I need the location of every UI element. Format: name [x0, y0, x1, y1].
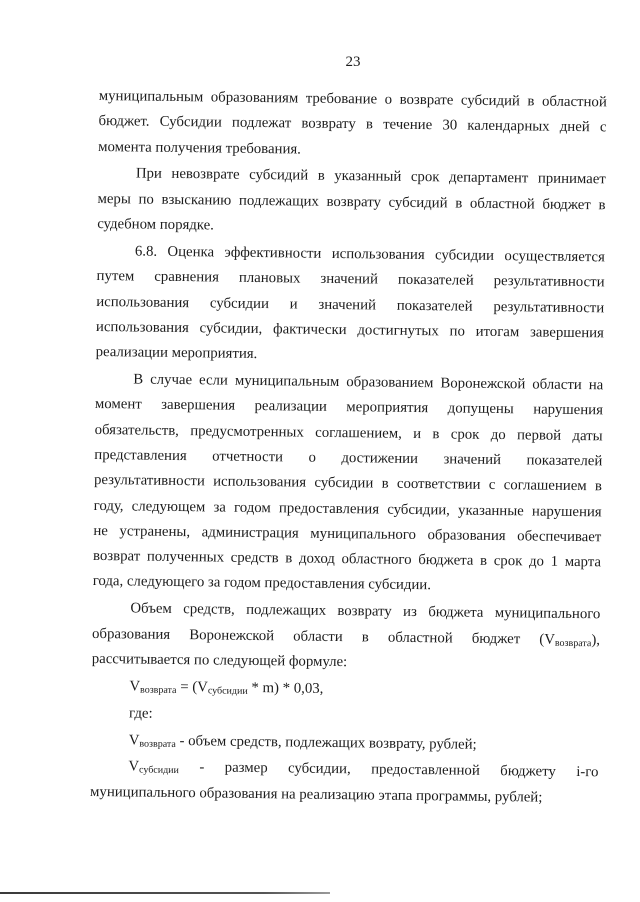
definition-2: [90, 754, 599, 811]
definition-symbol: V: [128, 732, 140, 749]
paragraph-4-line: представления отчетности о достижении значений показателей: [94, 446, 603, 470]
definition-text: - размер субсидии, предоставленной бюджету i-го: [178, 759, 599, 781]
definition-subscript: субсидии: [138, 765, 179, 777]
paragraph-3-line: использования субсидии и значений показателей результативности: [96, 293, 605, 316]
formula-rhs-subscript: субсидии: [207, 685, 248, 697]
definition-text: - объем средств, подлежащих возврату, рублей;: [175, 732, 477, 753]
paragraph-5-line: рассчитывается по следующей формуле:: [91, 650, 348, 671]
paragraph-4-line: момент завершения реализации мероприятия допущены нарушения: [94, 396, 604, 419]
paragraph-1-line: момента получения требования.: [98, 138, 302, 158]
paragraph-5: [92, 596, 601, 678]
paragraph-2-line: меры по взысканию подлежащих возврату субсидий в областной бюджет в: [97, 190, 606, 214]
where-label: где:: [128, 705, 153, 722]
paragraph-4-line: В случае если муниципальным образованием Воронежской области на: [133, 371, 604, 394]
page-body: [90, 84, 607, 811]
paragraph-4-line: году, следующем за годом предоставления субсидии, указанные нарушения: [93, 497, 602, 520]
paragraph-4-line: не устранены, администрация муниципального образования обеспечивает: [93, 522, 602, 546]
paragraph-4-line: результативности использования субсидии в соответствии с соглашением в: [93, 472, 603, 495]
page-number: 23: [345, 54, 361, 70]
paragraph-3-line: 6.8. Оценка эффективности использования субсидии осуществляется: [134, 243, 605, 266]
paragraph-3-line: путем сравнения плановых значений показателей результативности: [96, 268, 605, 291]
paragraph-5-text: образования Воронежской области в областной бюджет (: [91, 625, 545, 648]
paragraph-3-line: использования субсидии, фактически достигнутых по итогам завершения: [95, 318, 605, 342]
formula-rhs-symbol: V: [197, 679, 209, 696]
paragraph-4-line: обязательств, предусмотренных соглашением, и в срок до первой даты: [94, 421, 603, 444]
paragraph-5-line: Объем средств, подлежащих возврату из бюджета муниципального: [130, 600, 601, 623]
paragraph-3: [95, 239, 605, 372]
formula-operator: = (: [176, 678, 198, 696]
paragraph-5-tail: ),: [591, 631, 601, 648]
paragraph-1-line: муниципальным образованиям требование о возврате субсидий в областной: [98, 87, 607, 111]
paragraph-4-line: года, следующего за годом предоставления субсидии.: [92, 573, 432, 594]
formula-lhs-symbol: V: [129, 678, 141, 695]
paragraph-2: [97, 161, 606, 243]
definition-subscript: возврата: [139, 738, 176, 750]
scan-edge-line: [0, 892, 330, 894]
formula-tail: * m) * 0,03,: [247, 679, 324, 697]
paragraph-2-line: При невозврате субсидий в указанный срок департамент принимает: [135, 165, 606, 188]
paragraph-3-line: реализации мероприятия.: [95, 344, 258, 363]
variable-symbol: V: [544, 631, 556, 648]
paragraph-4: [93, 367, 604, 601]
definition-symbol: V: [128, 758, 140, 776]
paragraph-1-line: бюджет. Субсидии подлежат возврату в течение 30 календарных дней с: [98, 113, 607, 136]
paragraph-1: [98, 84, 607, 166]
paragraph-2-line: судебном порядке.: [97, 216, 215, 234]
formula-lhs-subscript: возврата: [140, 684, 177, 696]
definition-line: муниципального образования на реализацию этапа программы, рублей;: [90, 783, 543, 806]
variable-subscript: возврата: [554, 637, 592, 649]
paragraph-4-line: возврат полученных средств в доход областного бюджета в срок до 1 марта: [92, 548, 602, 571]
